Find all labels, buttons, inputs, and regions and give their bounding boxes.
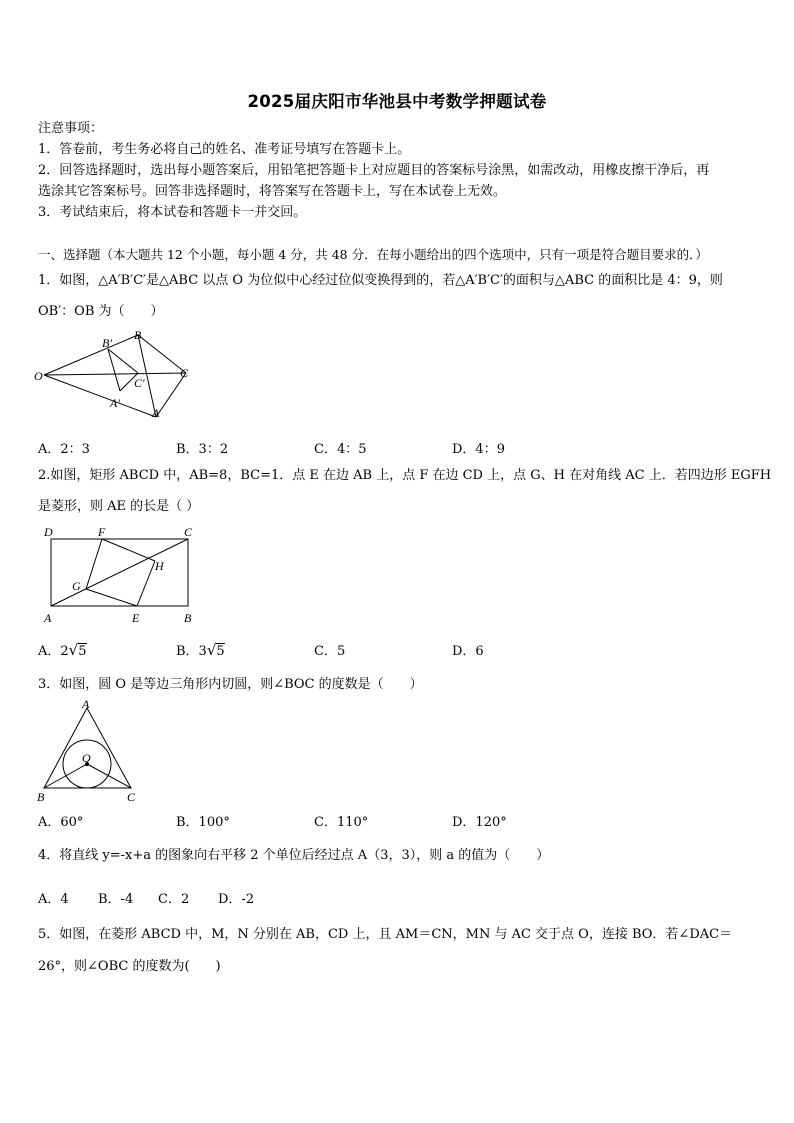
q2-option-a-radicand: 5	[78, 644, 87, 659]
q2-option-b: B．3√5	[176, 641, 225, 659]
q1-label-A: A	[152, 406, 160, 420]
q2-label-F: F	[98, 525, 106, 539]
q3-label-O: O	[82, 751, 91, 765]
q3-option-c: C．110°	[314, 815, 369, 830]
q1-option-c: C．4：5	[314, 442, 367, 457]
q2-label-E: E	[132, 611, 140, 625]
notice-item-2-cont: 选涂其它答案标号。回答非选择题时，将答案写在答题卡上，写在本试卷上无效。	[38, 184, 507, 199]
q2-option-a-coef: A．2	[38, 644, 69, 659]
q1-label-A1: A′	[110, 396, 120, 410]
q1-stem: 1．如图，△A′B′C′是△ABC 以点 O 为位似中心经过位似变换得到的，若△A′B′C′的面积与△ABC 的面积比是 4：9，则	[38, 273, 723, 288]
q1-label-C: C	[180, 366, 189, 380]
q3-label-A: A	[82, 697, 90, 711]
q1-label-B1: B′	[102, 336, 112, 350]
q4-stem: 4．将直线 y=-x+a 的图象向右平移 2 个单位后经过点 A（3，3），则 a 的值为（ ）	[38, 848, 550, 863]
q1-label-C1: C′	[134, 376, 145, 390]
page-title: 2025届庆阳市华池县中考数学押题试卷	[247, 92, 547, 111]
q2-option-a: A．2√5	[38, 641, 87, 659]
q3-option-d: D．120°	[452, 815, 507, 830]
q2-stem-cont: 是菱形，则 AE 的长是（ ）	[38, 499, 200, 514]
notice-item-3: 3．考试结束后，将本试卷和答题卡一并交回。	[38, 205, 307, 220]
notice-heading: 注意事项：	[38, 121, 104, 136]
q1-figure	[30, 325, 210, 425]
q2-label-G: G	[72, 579, 81, 593]
q2-option-b-radicand: 5	[216, 644, 225, 659]
q1-option-d: D．4：9	[452, 442, 505, 457]
q2-label-B: B	[184, 611, 192, 625]
q2-option-c: C．5	[314, 644, 346, 659]
section-heading: 一、选择题（本大题共 12 个小题，每小题 4 分，共 48 分．在每小题给出的四个选项中，只有一项是符合题目要求的．）	[38, 247, 708, 262]
q2-option-d: D．6	[452, 644, 484, 659]
q2-figure	[38, 522, 208, 628]
q4-option-c: C．2	[158, 892, 190, 907]
q1-label-O: O	[34, 369, 43, 383]
q2-label-D: D	[44, 525, 53, 539]
q2-stem: 2.如图，矩形 ABCD 中，AB=8，BC=1．点 E 在边 AB 上，点 F 在边 CD 上，点 G、H 在对角线 AC 上．若四边形 EGFH	[38, 468, 772, 483]
q2-label-C: C	[184, 525, 193, 539]
q1-label-B: B	[134, 328, 142, 342]
q3-label-C: C	[127, 790, 136, 804]
q3-option-b: B．100°	[176, 815, 230, 830]
q2-label-H: H	[155, 559, 164, 573]
q5-stem: 5．如图，在菱形 ABCD 中，M，N 分别在 AB，CD 上，且 AM＝CN，MN 与 AC 交于点 O，连接 BO．若∠DAC＝	[38, 927, 733, 942]
q4-option-d: D．-2	[218, 892, 255, 907]
q4-option-a: A．4	[38, 892, 69, 907]
q2-label-A: A	[44, 611, 52, 625]
q1-stem-cont: OB′：OB 为（ ）	[38, 304, 164, 319]
notice-item-2: 2．回答选择题时，选出每小题答案后，用铅笔把答题卡上对应题目的答案标号涂黑，如需改动，用橡皮擦干净后，再	[38, 163, 710, 178]
q3-option-a: A．60°	[38, 815, 84, 830]
q2-option-b-coef: B．3	[176, 644, 207, 659]
q3-stem: 3．如图，圆 O 是等边三角形内切圆，则∠BOC 的度数是（ ）	[38, 677, 423, 692]
q1-option-a: A．2：3	[38, 442, 90, 457]
q4-option-b: B．-4	[98, 892, 134, 907]
notice-item-1: 1．答卷前，考生务必将自己的姓名、准考证号填写在答题卡上。	[38, 142, 411, 157]
q5-stem-cont: 26°，则∠OBC 的度数为( )	[38, 959, 221, 974]
q3-figure	[34, 696, 144, 806]
q1-option-b: B．3：2	[176, 442, 229, 457]
q3-label-B: B	[37, 790, 45, 804]
